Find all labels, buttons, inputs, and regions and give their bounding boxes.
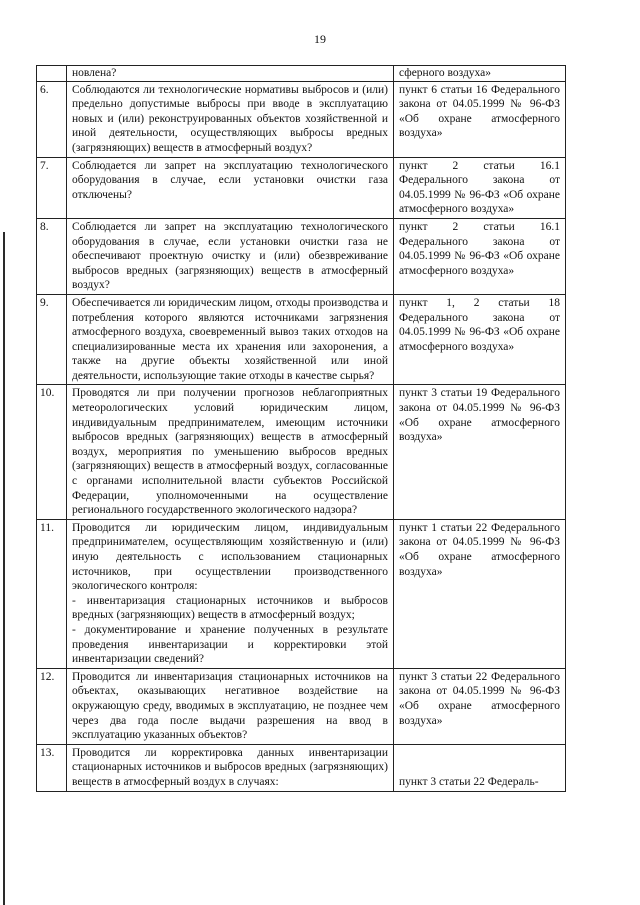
scan-edge-line bbox=[3, 232, 5, 905]
question-cell: новлена? bbox=[67, 66, 394, 82]
row-number: 6. bbox=[37, 81, 67, 157]
table-row bbox=[37, 157, 566, 218]
table-row bbox=[37, 81, 566, 157]
table-row bbox=[37, 66, 566, 82]
reference-cell bbox=[394, 385, 566, 519]
reference-text: пункт 3 статьи 22 Федераль- bbox=[399, 775, 539, 788]
reference-text: пункт 3 статьи 19 Федерального закона от 04.05.1999 № 96-ФЗ «Об охране атмосферного воздуха» bbox=[399, 387, 560, 444]
question-cell: Обеспечивается ли юридическим лицом, отходы производства и потребления которого являются источниками загрязнения атмосферного воздуха, своевременный вывоз таких отходов на специализированные места их хранения или захоронения, а также на другие объекты хозяйственной или иной деятельности, использующие такие отходы в качестве сырья? bbox=[67, 294, 394, 385]
question-cell: Соблюдается ли запрет на эксплуатацию технологического оборудования в случае, если установки очистки газа не обеспечивают проектную очистку и (или) обезвреживание выбросов вредных (загрязняющих) веществ в атмосферный воздух? bbox=[67, 218, 394, 294]
reference-text: пункт 6 статьи 16 Федерального закона от 04.05.1999 № 96-ФЗ «Об охране атмосферного воздуха» bbox=[399, 83, 560, 140]
row-number: 12. bbox=[37, 668, 67, 744]
reference-cell bbox=[394, 218, 566, 294]
reference-text: пункт 2 статьи 16.1 Федерального закона от 04.05.1999 № 96-ФЗ «Об охране атмосферного воздуха» bbox=[399, 159, 560, 216]
question-cell: Проводится ли инвентаризация стационарных источников на объектах, оказывающих негативное воздействие на окружающую среду, вводимых в эксплуатацию, не позднее чем через два года после выдачи разрешения на ввод в эксплуатацию указанных объектов? bbox=[67, 668, 394, 744]
table-row bbox=[37, 294, 566, 385]
question-intro: Проводится ли юридическим лицом, индивидуальным предпринимателем, осуществляющим хозяйственную и (или) иную деятельность с использованием стационарных источников, при осуществлении производственного экологического контроля: bbox=[72, 521, 388, 593]
reference-cell bbox=[394, 744, 566, 791]
reference-cell bbox=[394, 294, 566, 385]
table-row bbox=[37, 519, 566, 668]
table-row bbox=[37, 668, 566, 744]
question-cell bbox=[67, 519, 394, 668]
reference-text: пункт 2 статьи 16.1 Федерального закона от 04.05.1999 № 96-ФЗ «Об охране атмосферного воздуха» bbox=[399, 220, 560, 277]
row-number bbox=[37, 66, 67, 82]
reference-text: пункт 1, 2 статьи 18 Федерального закона от 04.05.1999 № 96-ФЗ «Об охране атмосферного воздуха» bbox=[399, 296, 560, 353]
table-row bbox=[37, 744, 566, 791]
table-row bbox=[37, 385, 566, 519]
row-number: 9. bbox=[37, 294, 67, 385]
checklist-table bbox=[36, 65, 566, 792]
reference-text: пункт 3 статьи 22 Федерального закона от 04.05.1999 № 96-ФЗ «Об охране атмосферного воздуха» bbox=[399, 670, 560, 727]
reference-cell bbox=[394, 81, 566, 157]
page-number: 19 bbox=[314, 32, 326, 46]
question-list-item: - инвентаризация стационарных источников и выбросов вредных (загрязняющих) веществ в атмосферный воздух; bbox=[72, 594, 388, 622]
row-number: 7. bbox=[37, 157, 67, 218]
table-row bbox=[37, 218, 566, 294]
row-number: 11. bbox=[37, 519, 67, 668]
question-list-item: - документирование и хранение полученных в результате проведения инвентаризации и корректировки этой инвентаризации сведений? bbox=[72, 623, 388, 666]
row-number: 13. bbox=[37, 744, 67, 791]
reference-cell bbox=[394, 157, 566, 218]
question-cell: Соблюдается ли запрет на эксплуатацию технологического оборудования в случае, если установки очистки газа отключены? bbox=[67, 157, 394, 218]
question-cell: Соблюдаются ли технологические нормативы выбросов и (или) предельно допустимые выбросы при вводе в эксплуатацию новых и (или) реконструированных объектов хозяйственной и иной деятельности, осуществляющих выбросы вредных (загрязняющих) веществ в атмосферный воздух? bbox=[67, 81, 394, 157]
row-number: 8. bbox=[37, 218, 67, 294]
question-cell: Проводятся ли при получении прогнозов неблагоприятных метеорологических условий юридическим лицом, индивидуальным предпринимателем, имеющим источники выбросов вредных (загрязняющих) веществ в атмосферный воздух, мероприятия по уменьшению выбросов вредных (загрязняющих) веществ в атмосферный воздух, согласованные с органами исполнительной власти субъектов Российской Федерации, уполномоченными на осуществление регионального государственного экологического надзора? bbox=[67, 385, 394, 519]
reference-cell bbox=[394, 668, 566, 744]
reference-cell: сферного воздуха» bbox=[394, 66, 566, 82]
reference-cell bbox=[394, 519, 566, 668]
row-number: 10. bbox=[37, 385, 67, 519]
reference-text: пункт 1 статьи 22 Федерального закона от 04.05.1999 № 96-ФЗ «Об охране атмосферного воздуха» bbox=[399, 521, 560, 578]
question-cell: Проводится ли корректировка данных инвентаризации стационарных источников и выбросов вредных (загрязняющих) веществ в атмосферный воздух в случаях: bbox=[67, 744, 394, 791]
